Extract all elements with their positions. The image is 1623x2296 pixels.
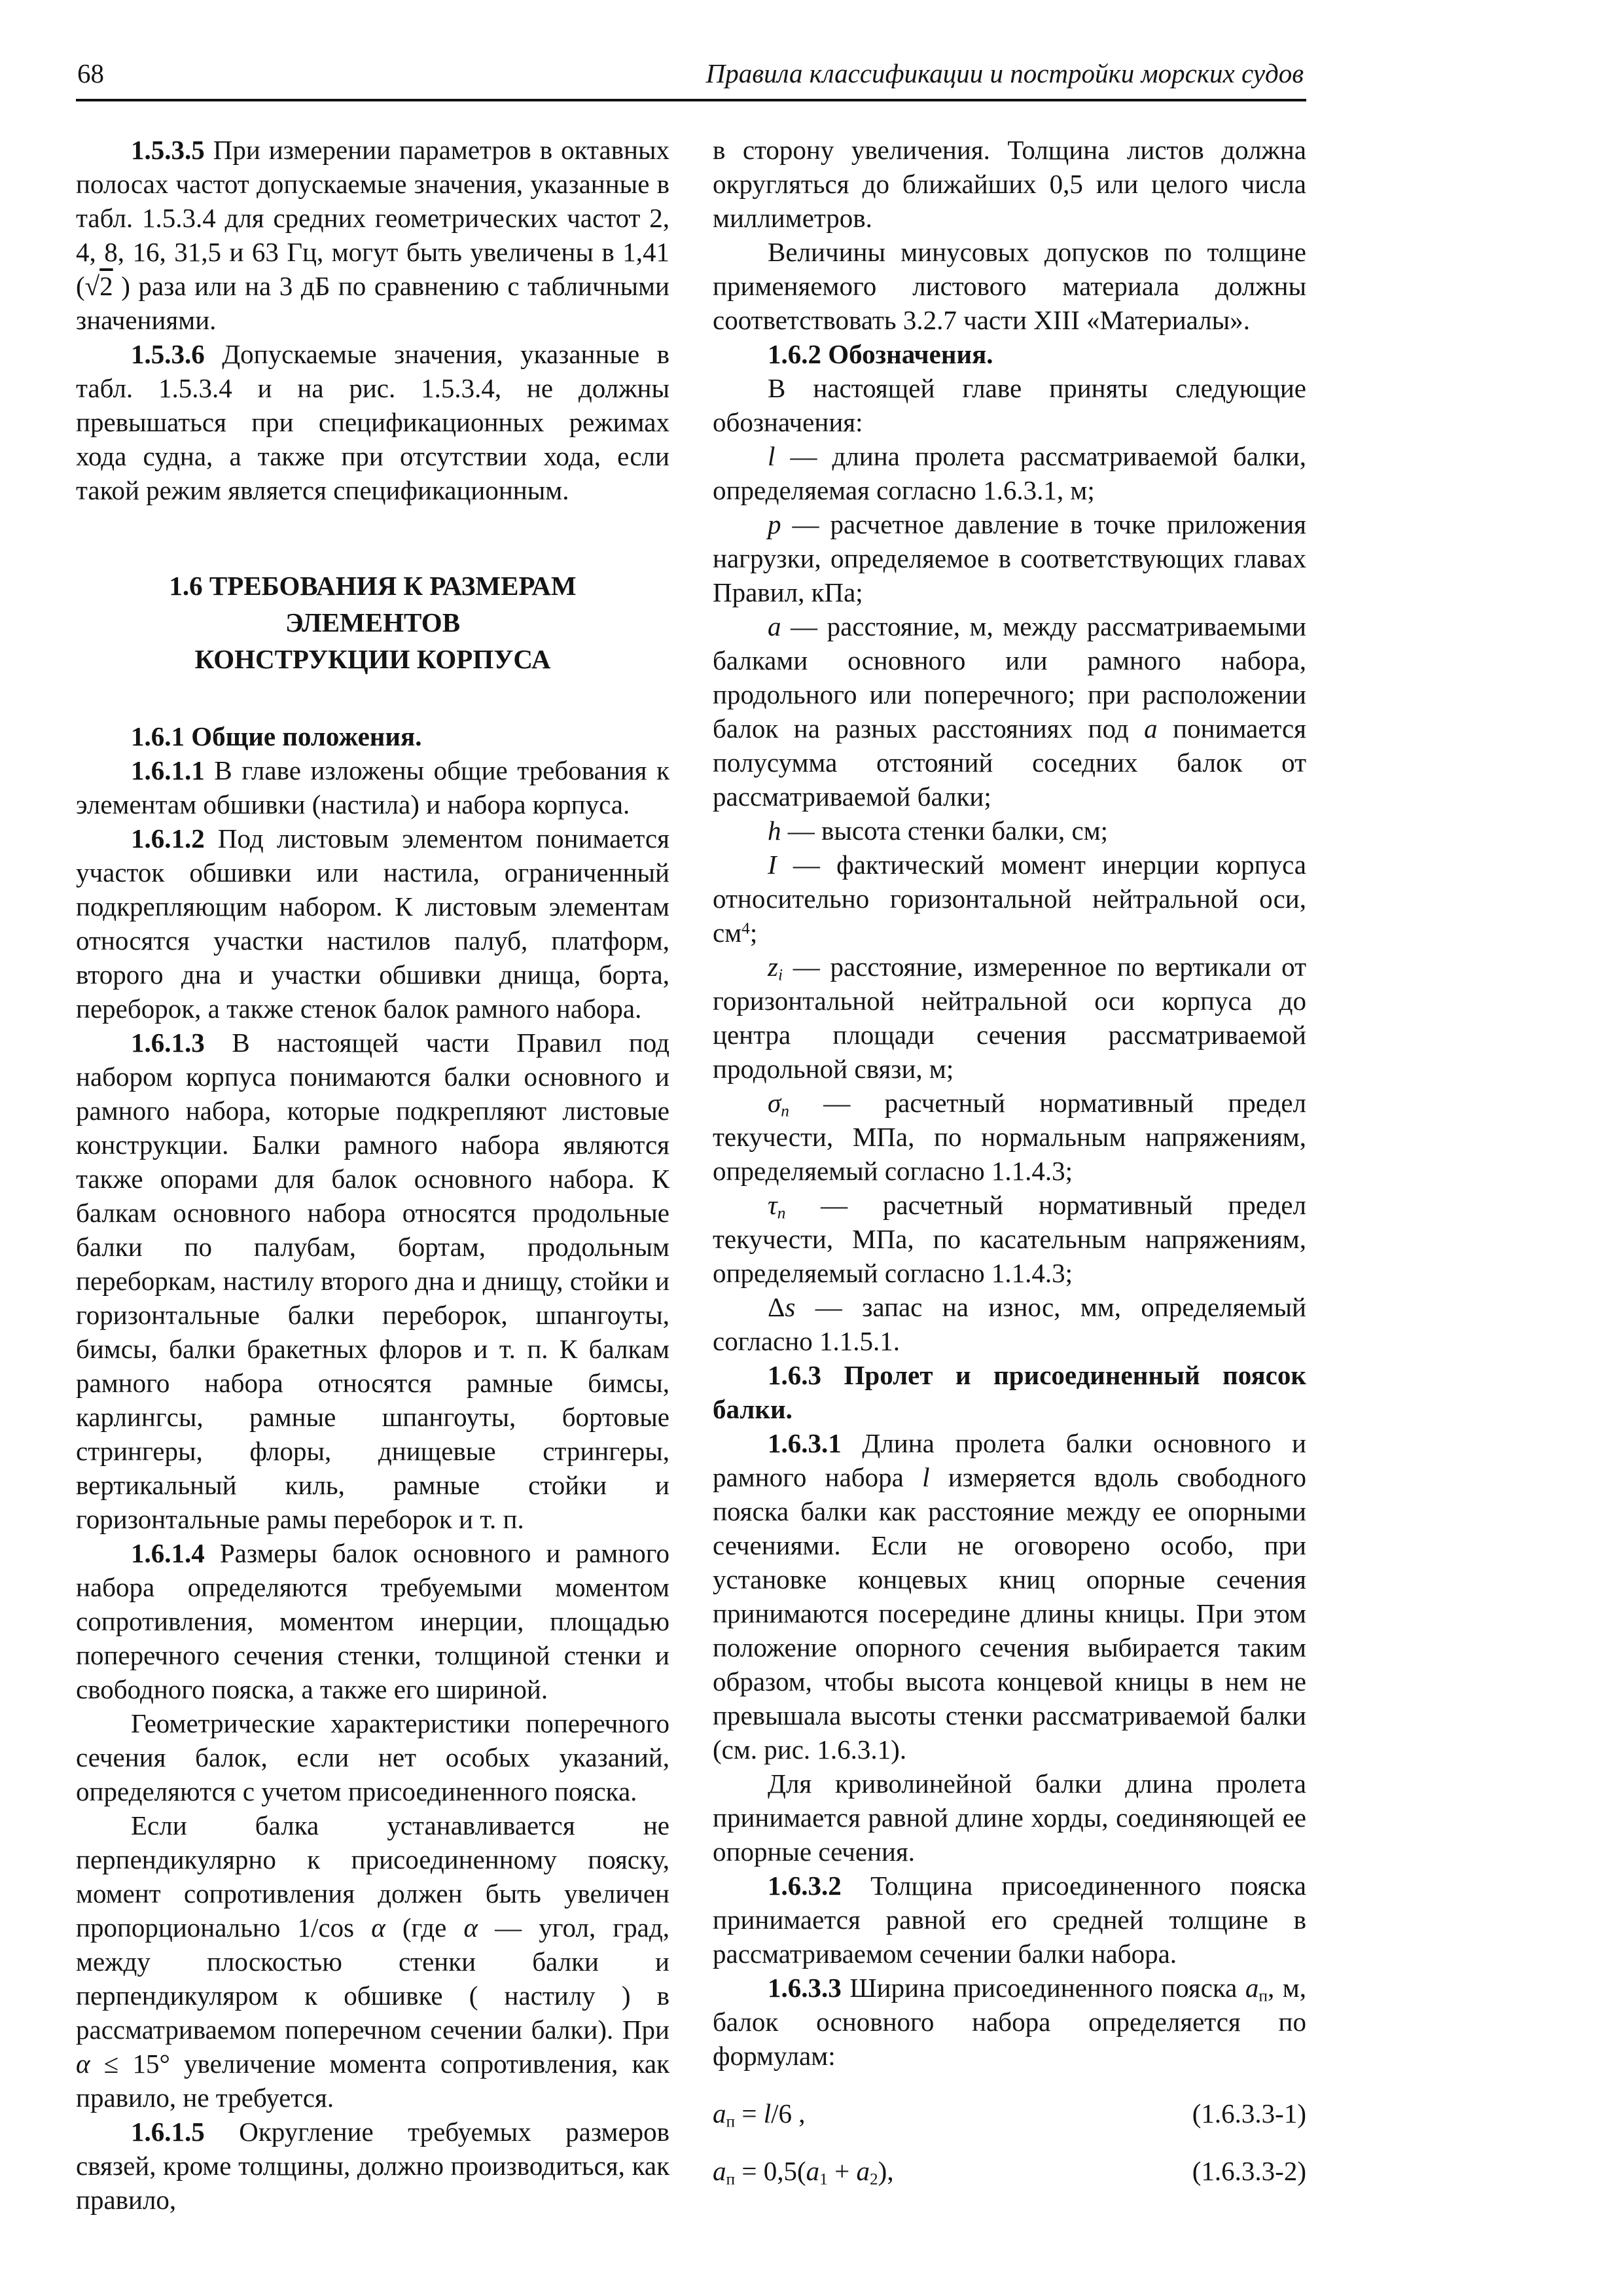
formula-number: (1.6.3.3-2) [1192,2156,1306,2187]
paragraph: 1.6.3 Пролет и присоединенный поясок балки. [713,1360,1306,1425]
paragraph: 1.6.1 Общие положения. [131,721,422,752]
formula-expression: $a_п = l/6$ , [713,2098,806,2131]
running-header-title: Правила классификации и постройки морских судов [705,58,1304,88]
paragraph: 1.5.3.5 При измерении параметров в октавных полосах частот допускаемые значения, указанные в табл. 1.5.3.4 для средних геометрических частот 2, 4, 8, 16, 31,5 и 63 Гц, могут быть увеличены в 1,41 (√2 ) раза или на 3 дБ по сравнению с табличными значениями. [76,135,669,336]
paragraph: Если балка устанавливается не перпендикулярно к присоединенному пояску, момент сопротивления должен быть увеличен пропорционально 1/cos α (где α — угол, град, между плоскостью стенки балки и перпендикуляром к обшивке ( настилу ) в рассматриваемом поперечном сечении балки). При α ≤ 15° увеличение момента сопротивления, как правило, не требуется. [76,1810,669,2113]
paragraph: Δs — запас на износ, мм, определяемый согласно 1.1.5.1. [713,1292,1306,1357]
paragraph: Для криволинейной балки длина пролета принимается равной длине хорды, соединяющей ее опорные сечения. [713,1768,1306,1867]
paragraph: Геометрические характеристики поперечного сечения балок, если нет особых указаний, определяются с учетом присоединенного пояска. [76,1708,669,1807]
paragraph: I — фактический момент инерции корпуса относительно горизонтальной нейтральной оси, $см^4$; [713,850,1306,948]
paragraph: 1.6.2 Обозначения. [768,339,993,370]
page-number: 68 [77,58,104,88]
paragraph: в сторону увеличения. Толщина листов должна округляться до ближайших 0,5 или целого числа миллиметров. [713,135,1306,234]
page-header [76,58,1306,101]
paragraph: 1.5.3.6 Допускаемые значения, указанные в табл. 1.5.3.4 и на рис. 1.5.3.4, не должны превышаться при спецификационных режимах хода судна, а также при отсутствии хода, если такой режим является спецификационным. [76,339,669,506]
paragraph: 1.6.3.3 Ширина присоединенного пояска $a_п$, м, балок основного набора определяется по формулам: [713,1973,1306,2072]
paragraph: l — длина пролета рассматриваемой балки, определяемая согласно 1.6.3.1, м; [713,441,1306,506]
paragraph: h — высота стенки балки, см; [768,816,1109,846]
text-columns [76,133,1306,2217]
paragraph: Величины минусовых допусков по толщине применяемого листового материала должны соответствовать 3.2.7 части XIII «Материалы». [713,237,1306,336]
paragraph: p — расчетное давление в точке приложения нагрузки, определяемое в соответствующих главах Правил, кПа; [713,509,1306,608]
paragraph: В настоящей главе приняты следующие обозначения: [713,373,1306,438]
paragraph: 1.6.3.1 Длина пролета балки основного и рамного набора l измеряется вдоль свободного пояска балки как расстояние между ее опорными сечениями. Если не оговорено особо, при установке концевых книц опорные сечения принимаются посередине длины кницы. При этом положение опорного сечения выбирается таким образом, чтобы высота концевой кницы в нем не превышала высоты стенки рассматриваемой балки (см. рис. 1.6.3.1). [713,1428,1306,1765]
paragraph: 1.6.1.3 В настоящей части Правил под набором корпуса понимаются балки основного и рамного набора, которые подкрепляют листовые конструкции. Балки рамного набора являются также опорами для балок основного набора. К балкам основного набора относятся продольные балки по палубам, бортам, продольным переборкам, настилу второго дна и днищу, стойки и горизонтальные балки переборок, шпангоуты, бимсы, балки бракетных флоров и т. п. К балкам рамного набора относятся рамные бимсы, карлингсы, рамные шпангоуты, бортовые стрингеры, флоры, днищевые стрингеры, вертикальный киль, рамные стойки и горизонтальные рамы переборок и т. п. [76,1028,669,1535]
paragraph: 1.6.1.2 Под листовым элементом понимается участок обшивки или настила, ограниченный подкрепляющим набором. К листовым элементам относятся участки настилов палуб, платформ, второго дна и участки обшивки днища, борта, переборок, а также стенок балок рамного набора. [76,823,669,1024]
paragraph: $\tau_n$ — расчетный нормативный предел текучести, МПа, по касательным напряжениям, определяемый согласно 1.1.4.3; [713,1190,1306,1289]
paragraph: 1.6.1.5 Округление требуемых размеров связей, кроме толщины, должно производиться, как правило, [76,2117,669,2215]
paragraph: $\sigma_n$ — расчетный нормативный предел текучести, МПа, по нормальным напряжениям, определяемый согласно 1.1.4.3; [713,1088,1306,1187]
paragraph: 1.6.1.4 Размеры балок основного и рамного набора определяются требуемыми моментом сопротивления, моментом инерции, площадью поперечного сечения стенки, толщиной стенки и свободного пояска, а также его шириной. [76,1538,669,1705]
paragraph: 1.6.1.1 В главе изложены общие требования к элементам обшивки (настила) и набора корпуса. [76,755,669,820]
formula-number: (1.6.3.3-1) [1192,2098,1306,2129]
formula [713,2096,1306,2130]
section-heading: 1.6 ТРЕБОВАНИЯ К РАЗМЕРАМ ЭЛЕМЕНТОВ КОНСТРУКЦИИ КОРПУСА [169,571,577,675]
paragraph: $z_i$ — расстояние, измеренное по вертикали от горизонтальной нейтральной оси корпуса до центра площади сечения рассматриваемой продольной связи, м; [713,952,1306,1085]
paragraph: 1.6.3.2 Толщина присоединенного пояска принимается равной его средней толщине в рассматриваемом сечении балки набора. [713,1871,1306,1969]
formula [713,2154,1306,2188]
column-right [713,133,1306,2217]
column-left [76,133,669,2217]
formula-expression: $a_п = 0,5(a_1 + a_2)$, [713,2156,894,2189]
paragraph: a — расстояние, м, между рассматриваемыми балками основного или рамного набора, продольного или поперечного; при расположении балок на разных расстояниях под a понимается полусумма отстояний соседних балок от рассматриваемой балки; [713,611,1306,812]
